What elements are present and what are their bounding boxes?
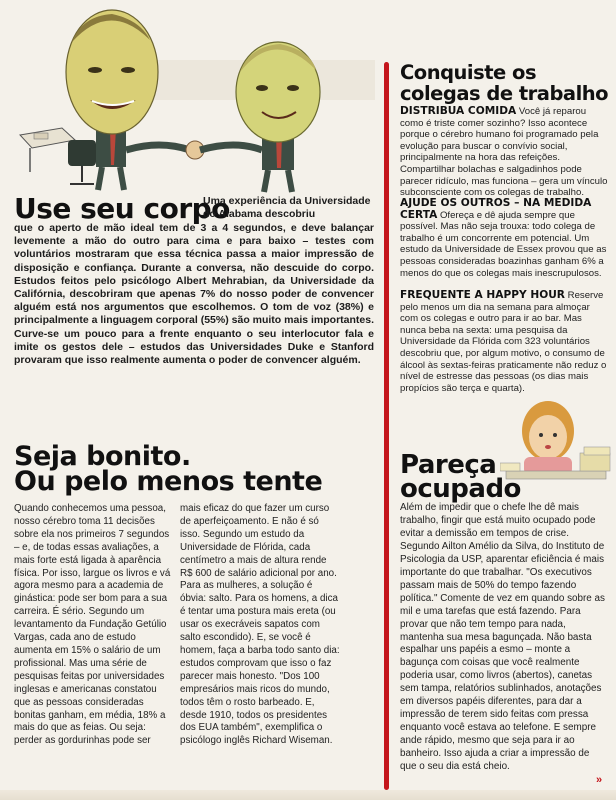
tip-text: Reserve pelo menos um dia na semana para almoçar com os colegas e outro para ir ao bar. Mas nunca beba na sexta: uma pesquisa da Universidade da Flórida com 323 voluntários descobriu que, por algum motivo, o consumo de álcool às sextas-feiras praticamente não reduz o nível de estresse das pessoas (os dias mais propícios são terça e quarta). [400,290,607,394]
office-chair-icon [68,140,96,184]
title-line: colegas de trabalho [400,82,609,105]
tip-ajude-os-outros [400,198,610,279]
section-title-seja-bonito [14,441,334,497]
body-text: Além de impedir que o chefe lhe dê mais trabalho, fingir que está muito ocupado pode evitar a demissão em tempos de crise. Segundo Ailton Amélio da Silva, do Instituto de Psicologia da USP, aparentar eficiência é mais importante do que trabalhar. "Os executivos passam mais de 50% do tempo fazendo política." Comente de vez em quando sobre as mil e uma tarefas que está fazendo. Para provar que não tem tempo para nada, mantenha sua mesa bagunçada. Não basta espalhar uns papéis a esmo – monte a bagunça com coisas que você realmente poderia usar, como livros (abertos), canetas sem tampa, relatórios sublinhados, anotações em diversos papéis diferentes, para dar a impressão de terem sido feitas com pressa enquanto você estava ao telefone. E sempre ande rápido, mesmo que seja para ir ao banheiro. Isso ajuda a criar a impressão de que o seu dia está cheio. [400,502,605,773]
desk-icon [20,128,75,172]
body-text: que o aperto de mão ideal tem de 3 a 4 segundos, e deve balançar levemente a mão do outro para cima e para baixo – testes com voluntários mostraram que essa técnica passa a maior impressão de disposição e confiança. Durante a conversa, não descuide do corpo. Estudos feitos pelo psicólogo Albert Mehrabian, da Universidade da Califórnia, descobriram que apenas 7% do nosso poder de convencer alguém está nos argumentos que escolhemos. O tom de voz (38%) e principalmente a linguagem corporal (55%) são muito mais importantes. Curve-se um pouco para a frente enquanto o seu interlocutor fala e imite os gestos dele – estudos das Universidades Duke e Stanford provaram que isso realmente aumenta o poder de convencer alguém. [14,222,374,367]
body-column-2: mais eficaz do que fazer um curso de aperfeiçoamento. E não é só isso. Segundo um estudo da Universidade de Flórida, cada centímetro a mais de altura rende R$ 600 de salário adicional por ano. Para as mulheres, a solução é óbvia: salto. Para os homens, a dica é tentar uma postura mais ereta (ou usar os execráveis sapatos com salto escondido). E, se você é homem, faça a barba todo santo dia: estudos comprovam que isso o faz parecer mais honesto. "Dos 100 empresários mais ricos do mundo, todos têm o rosto barbeado. E, desde 1910, todos os presidentes dos EUA também", exemplifica o psicólogo inglês Richard Wiseman. [180,503,340,747]
title-line: Seja bonito. [14,441,191,472]
section-title-pareca-ocupado [400,450,521,504]
tip-happy-hour [400,290,610,394]
section-title-conquiste [400,62,610,104]
intro-text: Uma experiência da Universidade do Alabama descobriu [203,195,371,221]
tip-text: Você já reparou como é triste comer sozinho? Isso acontece porque o cérebro humano foi programado pela evolução para buscar o convívio social, principalmente na hora das refeições. Compartilhar bolachas e salgadinhos pode parecer ridículo, mas funciona – gera um vínculo subconsciente com os colegas de trabalho. [400,106,608,199]
title-line: Pareça [400,450,497,480]
column-divider [384,62,389,790]
page-edge [0,790,616,800]
title-line: Ou pelo menos tente [14,466,323,497]
handshake-illustration [0,0,375,200]
body-column-1: Quando conhecemos uma pessoa, nosso cérebro toma 11 decisões sobre ela nos primeiros 7 segundos – e, de todas essas avaliações, a mais forte está ligada à aparência física. Por isso, largue os livros e vá agora mesmo para a academia de ginástica: pode ser bom para a sua carreira. É sério. Segundo um levantamento da Fundação Getúlio Vargas, cada ano de estudo aumenta em 15% o salário de um profissional. Mas uma série de pesquisas feitas por universidades inglesas e americanas constatou que as pessoas consideradas bonitas ganham, em média, 18% a mais do que as feias. Ou seja: perder as gordurinhas pode ser [14,503,171,747]
tip-text: Ofereça e dê ajuda sempre que possível. Mas não seja trouxa: todo colega de trabalho é um concorrente em potencial. Um estudo da Universidade de Essex provou que as pessoas consideradas boazinhas ganham 6% a menos do que os colegas mais inescrupulosos. [400,209,607,279]
tip-heading: FREQUENTE A HAPPY HOUR [400,289,565,301]
tip-distribua-comida [400,106,610,199]
tip-heading: AJUDE OS OUTROS – NA MEDIDA CERTA [400,197,592,221]
title-line: Conquiste os [400,61,537,84]
tip-heading: DISTRIBUA COMIDA [400,105,517,117]
section-title-use-seu-corpo: Use seu corpo [14,192,230,225]
title-line: ocupado [400,474,521,504]
continue-arrow-icon: » [596,774,603,786]
